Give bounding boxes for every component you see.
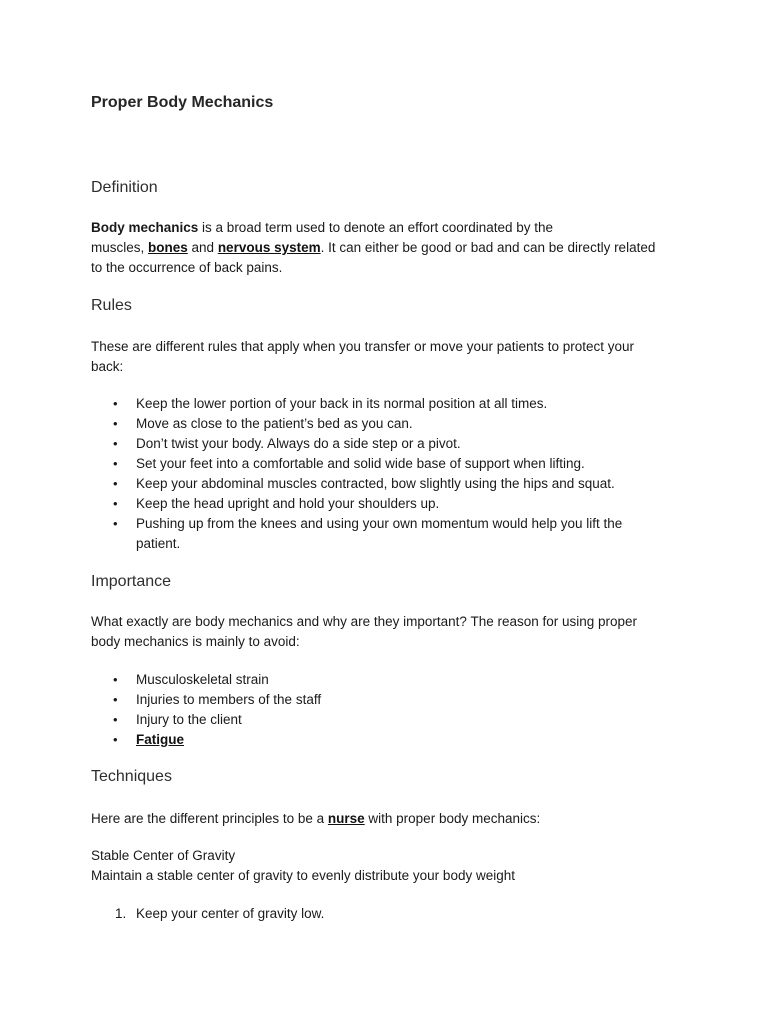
definition-text-1: is a broad term used to denote an effort coordinated by the — [198, 220, 554, 235]
rules-intro-line-1: These are different rules that apply when you transfer or move your patients to protect your — [91, 339, 635, 354]
bullet-icon: • — [113, 476, 118, 491]
link-fatigue[interactable]: Fatigue — [136, 732, 185, 747]
definition-text-2b: and — [187, 240, 218, 255]
list-item — [91, 730, 691, 750]
definition-line-3: to the occurrence of back pains. — [91, 260, 283, 275]
techniques-intro-a: Here are the different principles to be a — [91, 811, 328, 826]
importance-intro-line-2: body mechanics is mainly to avoid: — [91, 634, 300, 649]
techniques-intro — [91, 809, 691, 829]
rules-intro-line-2: back: — [91, 359, 124, 374]
list-item: • Set your feet into a comfortable and solid wide base of support when lifting. — [91, 454, 691, 474]
importance-list — [91, 670, 691, 750]
page-title: Proper Body Mechanics — [91, 94, 274, 111]
heading-techniques: Techniques — [91, 768, 172, 785]
bullet-icon: • — [113, 516, 118, 531]
list-item: • Keep the lower portion of your back in its normal position at all times. — [91, 394, 691, 414]
heading-rules: Rules — [91, 297, 132, 314]
definition-line-2 — [91, 238, 691, 258]
bullet-icon: • — [113, 436, 118, 451]
stable-center-text: Maintain a stable center of gravity to evenly distribute your body weight — [91, 868, 515, 883]
heading-importance: Importance — [91, 573, 172, 590]
list-item: • Injury to the client — [91, 710, 691, 730]
term-body-mechanics: Body mechanics — [91, 220, 199, 235]
rules-last-line-2: patient. — [136, 536, 181, 551]
bullet-icon: • — [113, 692, 118, 707]
definition-text-2c: . It can either be good or bad and can be directly related — [320, 240, 656, 255]
definition-text-2a: muscles, — [91, 240, 149, 255]
list-item: • Keep the head upright and hold your shoulders up. — [91, 494, 691, 514]
bullet-icon: • — [113, 416, 118, 431]
link-bones[interactable]: bones — [148, 240, 188, 255]
importance-intro — [91, 612, 691, 652]
techniques-numbered-list — [91, 904, 691, 924]
bullet-icon: • — [113, 712, 118, 727]
list-item: • Musculoskeletal strain — [91, 670, 691, 690]
bullet-icon: • — [113, 456, 118, 471]
techniques-intro-line — [91, 809, 691, 829]
bullet-icon: • — [113, 672, 118, 687]
rules-last-line-1: Pushing up from the knees and using your own momentum would help you lift the — [136, 516, 623, 531]
importance-intro-line-1: What exactly are body mechanics and why are they important? The reason for using proper — [91, 614, 638, 629]
bullet-icon: • — [113, 732, 118, 747]
list-item: • Injuries to members of the staff — [91, 690, 691, 710]
heading-definition: Definition — [91, 179, 158, 196]
definition-paragraph — [91, 218, 691, 278]
subheading-stable-center: Stable Center of Gravity — [91, 848, 236, 863]
link-nervous-system[interactable]: nervous system — [217, 240, 321, 255]
bullet-icon: • — [113, 496, 118, 511]
rules-intro — [91, 337, 691, 377]
numbered-item-text: Keep your center of gravity low. — [136, 906, 325, 921]
rules-list — [91, 394, 691, 554]
list-item — [91, 514, 691, 554]
definition-line-1 — [91, 218, 691, 238]
list-number: 1. — [115, 906, 127, 921]
link-nurse[interactable]: nurse — [327, 811, 365, 826]
list-item: • Keep your abdominal muscles contracted, bow slightly using the hips and squat. — [91, 474, 691, 494]
list-item: • Don’t twist your body. Always do a side step or a pivot. — [91, 434, 691, 454]
bullet-icon: • — [113, 396, 118, 411]
stable-center-block — [91, 846, 691, 886]
list-item: • Move as close to the patient’s bed as you can. — [91, 414, 691, 434]
list-item — [91, 904, 691, 924]
techniques-intro-b: with proper body mechanics: — [364, 811, 541, 826]
